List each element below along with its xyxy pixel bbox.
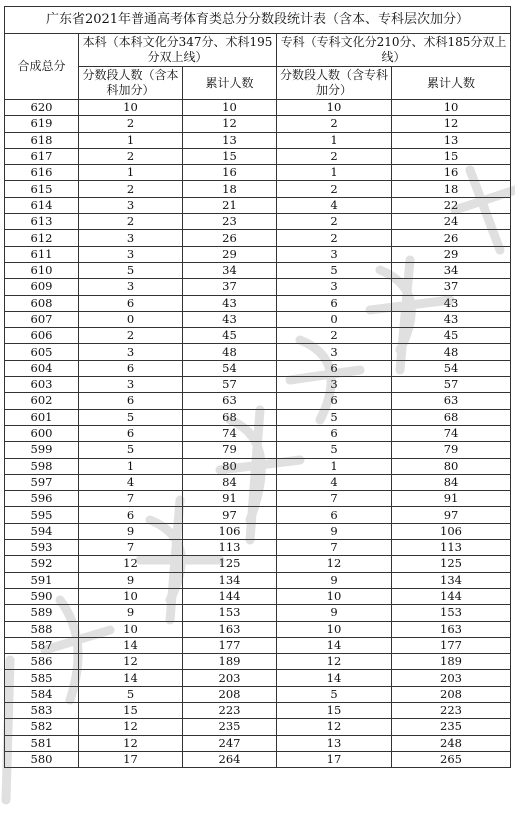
cell-zhuanke-cumulative: 29	[392, 246, 511, 262]
cell-benke-cumulative: 37	[183, 279, 277, 295]
cell-benke-cumulative: 247	[183, 735, 277, 751]
cell-benke-cumulative: 29	[183, 246, 277, 262]
cell-zhuanke-count: 6	[277, 393, 392, 409]
table-title: 广东省2021年普通高考体育类总分分数段统计表（含本、专科层次加分）	[5, 7, 511, 34]
cell-benke-count: 5	[79, 686, 183, 702]
cell-zhuanke-count: 13	[277, 735, 392, 751]
table-row	[5, 246, 511, 262]
cell-zhuanke-cumulative: 265	[392, 751, 511, 767]
cell-benke-cumulative: 34	[183, 262, 277, 278]
cell-benke-cumulative: 163	[183, 621, 277, 637]
cell-benke-count: 6	[79, 360, 183, 376]
cell-total-score: 612	[5, 230, 79, 246]
cell-benke-cumulative: 43	[183, 311, 277, 327]
cell-zhuanke-cumulative: 74	[392, 425, 511, 441]
cell-benke-cumulative: 106	[183, 523, 277, 539]
cell-benke-cumulative: 235	[183, 719, 277, 735]
cell-zhuanke-cumulative: 10	[392, 100, 511, 116]
table-row	[5, 311, 511, 327]
table-row	[5, 751, 511, 767]
cell-benke-cumulative: 23	[183, 214, 277, 230]
cell-zhuanke-cumulative: 79	[392, 442, 511, 458]
cell-benke-count: 14	[79, 670, 183, 686]
cell-zhuanke-count: 7	[277, 491, 392, 507]
cell-benke-cumulative: 48	[183, 344, 277, 360]
cell-benke-count: 17	[79, 751, 183, 767]
cell-zhuanke-count: 3	[277, 246, 392, 262]
table-row	[5, 165, 511, 181]
cell-benke-count: 3	[79, 279, 183, 295]
table-row	[5, 458, 511, 474]
cell-benke-cumulative: 26	[183, 230, 277, 246]
cell-benke-cumulative: 74	[183, 425, 277, 441]
cell-zhuanke-cumulative: 48	[392, 344, 511, 360]
table-row	[5, 132, 511, 148]
cell-benke-count: 1	[79, 165, 183, 181]
cell-total-score: 580	[5, 751, 79, 767]
cell-zhuanke-cumulative: 22	[392, 197, 511, 213]
table-row	[5, 442, 511, 458]
cell-benke-cumulative: 18	[183, 181, 277, 197]
cell-benke-count: 7	[79, 491, 183, 507]
cell-benke-count: 9	[79, 605, 183, 621]
table-row	[5, 605, 511, 621]
cell-zhuanke-cumulative: 203	[392, 670, 511, 686]
cell-zhuanke-cumulative: 54	[392, 360, 511, 376]
cell-zhuanke-cumulative: 97	[392, 507, 511, 523]
cell-total-score: 615	[5, 181, 79, 197]
cell-zhuanke-cumulative: 125	[392, 556, 511, 572]
cell-zhuanke-cumulative: 26	[392, 230, 511, 246]
cell-benke-count: 10	[79, 621, 183, 637]
cell-total-score: 598	[5, 458, 79, 474]
cell-zhuanke-count: 9	[277, 605, 392, 621]
cell-benke-count: 9	[79, 572, 183, 588]
table-row	[5, 654, 511, 670]
cell-zhuanke-count: 5	[277, 686, 392, 702]
cell-zhuanke-count: 3	[277, 377, 392, 393]
cell-benke-count: 12	[79, 556, 183, 572]
cell-benke-count: 5	[79, 442, 183, 458]
cell-total-score: 584	[5, 686, 79, 702]
cell-zhuanke-count: 3	[277, 279, 392, 295]
cell-zhuanke-cumulative: 189	[392, 654, 511, 670]
cell-zhuanke-count: 6	[277, 360, 392, 376]
table-row	[5, 181, 511, 197]
score-table	[4, 6, 511, 768]
cell-total-score: 602	[5, 393, 79, 409]
table-row	[5, 523, 511, 539]
cell-benke-count: 2	[79, 148, 183, 164]
cell-benke-cumulative: 57	[183, 377, 277, 393]
table-row	[5, 116, 511, 132]
cell-total-score: 583	[5, 702, 79, 718]
header-zhuanke-group: 专科（专科文化分210分、术科185分双上线）	[277, 34, 511, 67]
table-row	[5, 393, 511, 409]
cell-benke-cumulative: 10	[183, 100, 277, 116]
cell-benke-cumulative: 113	[183, 540, 277, 556]
cell-total-score: 618	[5, 132, 79, 148]
cell-total-score: 619	[5, 116, 79, 132]
cell-benke-count: 6	[79, 295, 183, 311]
header-benke-cumulative: 累计人数	[183, 67, 277, 100]
cell-total-score: 614	[5, 197, 79, 213]
cell-zhuanke-count: 1	[277, 132, 392, 148]
table-row	[5, 344, 511, 360]
cell-zhuanke-cumulative: 223	[392, 702, 511, 718]
cell-benke-cumulative: 177	[183, 637, 277, 653]
cell-total-score: 600	[5, 425, 79, 441]
cell-total-score: 581	[5, 735, 79, 751]
cell-zhuanke-count: 10	[277, 100, 392, 116]
header-total-score: 合成总分	[5, 34, 79, 100]
table-row	[5, 197, 511, 213]
cell-benke-cumulative: 80	[183, 458, 277, 474]
cell-total-score: 601	[5, 409, 79, 425]
cell-benke-cumulative: 68	[183, 409, 277, 425]
cell-total-score: 594	[5, 523, 79, 539]
cell-zhuanke-count: 2	[277, 116, 392, 132]
cell-benke-cumulative: 91	[183, 491, 277, 507]
cell-zhuanke-cumulative: 63	[392, 393, 511, 409]
cell-benke-count: 1	[79, 458, 183, 474]
table-row	[5, 670, 511, 686]
cell-total-score: 589	[5, 605, 79, 621]
cell-zhuanke-cumulative: 68	[392, 409, 511, 425]
cell-benke-cumulative: 12	[183, 116, 277, 132]
cell-benke-count: 0	[79, 311, 183, 327]
cell-benke-count: 10	[79, 588, 183, 604]
cell-total-score: 613	[5, 214, 79, 230]
cell-total-score: 590	[5, 588, 79, 604]
table-row	[5, 507, 511, 523]
score-table-container	[4, 6, 510, 768]
cell-benke-cumulative: 15	[183, 148, 277, 164]
cell-zhuanke-cumulative: 144	[392, 588, 511, 604]
table-row	[5, 556, 511, 572]
cell-zhuanke-count: 17	[277, 751, 392, 767]
table-row	[5, 262, 511, 278]
cell-zhuanke-cumulative: 15	[392, 148, 511, 164]
table-row	[5, 100, 511, 116]
cell-benke-cumulative: 203	[183, 670, 277, 686]
cell-benke-cumulative: 153	[183, 605, 277, 621]
header-benke-group: 本科（本科文化分347分、术科195分双上线）	[79, 34, 277, 67]
cell-benke-count: 2	[79, 181, 183, 197]
table-row	[5, 540, 511, 556]
cell-benke-count: 6	[79, 507, 183, 523]
cell-benke-cumulative: 134	[183, 572, 277, 588]
cell-zhuanke-cumulative: 248	[392, 735, 511, 751]
cell-benke-count: 9	[79, 523, 183, 539]
table-row	[5, 588, 511, 604]
cell-benke-cumulative: 208	[183, 686, 277, 702]
table-row	[5, 328, 511, 344]
cell-zhuanke-cumulative: 34	[392, 262, 511, 278]
cell-zhuanke-count: 0	[277, 311, 392, 327]
cell-total-score: 588	[5, 621, 79, 637]
cell-zhuanke-count: 12	[277, 719, 392, 735]
cell-total-score: 582	[5, 719, 79, 735]
cell-zhuanke-count: 2	[277, 328, 392, 344]
cell-benke-count: 2	[79, 214, 183, 230]
cell-zhuanke-count: 14	[277, 670, 392, 686]
cell-benke-cumulative: 21	[183, 197, 277, 213]
cell-zhuanke-cumulative: 84	[392, 474, 511, 490]
cell-zhuanke-count: 2	[277, 230, 392, 246]
cell-total-score: 592	[5, 556, 79, 572]
cell-total-score: 599	[5, 442, 79, 458]
cell-zhuanke-count: 12	[277, 654, 392, 670]
cell-benke-count: 15	[79, 702, 183, 718]
cell-total-score: 585	[5, 670, 79, 686]
cell-zhuanke-count: 3	[277, 344, 392, 360]
cell-zhuanke-cumulative: 37	[392, 279, 511, 295]
cell-benke-cumulative: 16	[183, 165, 277, 181]
cell-benke-count: 3	[79, 197, 183, 213]
cell-zhuanke-count: 4	[277, 474, 392, 490]
cell-total-score: 604	[5, 360, 79, 376]
cell-zhuanke-count: 6	[277, 425, 392, 441]
cell-zhuanke-count: 9	[277, 523, 392, 539]
cell-total-score: 606	[5, 328, 79, 344]
table-row	[5, 735, 511, 751]
header-benke-count: 分数段人数（含本科加分）	[79, 67, 183, 100]
cell-zhuanke-cumulative: 91	[392, 491, 511, 507]
cell-zhuanke-count: 2	[277, 148, 392, 164]
cell-benke-cumulative: 189	[183, 654, 277, 670]
cell-zhuanke-cumulative: 163	[392, 621, 511, 637]
cell-zhuanke-count: 9	[277, 572, 392, 588]
cell-benke-count: 12	[79, 719, 183, 735]
cell-zhuanke-cumulative: 113	[392, 540, 511, 556]
table-row	[5, 295, 511, 311]
cell-benke-count: 3	[79, 377, 183, 393]
cell-zhuanke-cumulative: 13	[392, 132, 511, 148]
cell-benke-cumulative: 43	[183, 295, 277, 311]
cell-benke-count: 3	[79, 230, 183, 246]
cell-benke-cumulative: 223	[183, 702, 277, 718]
table-row	[5, 425, 511, 441]
cell-benke-count: 4	[79, 474, 183, 490]
cell-benke-cumulative: 63	[183, 393, 277, 409]
cell-zhuanke-cumulative: 57	[392, 377, 511, 393]
cell-benke-cumulative: 84	[183, 474, 277, 490]
cell-zhuanke-cumulative: 177	[392, 637, 511, 653]
cell-total-score: 597	[5, 474, 79, 490]
cell-total-score: 591	[5, 572, 79, 588]
cell-zhuanke-count: 5	[277, 409, 392, 425]
table-row	[5, 491, 511, 507]
cell-total-score: 617	[5, 148, 79, 164]
cell-benke-cumulative: 79	[183, 442, 277, 458]
cell-benke-count: 2	[79, 328, 183, 344]
cell-total-score: 607	[5, 311, 79, 327]
table-row	[5, 360, 511, 376]
cell-zhuanke-cumulative: 153	[392, 605, 511, 621]
table-row	[5, 621, 511, 637]
cell-benke-count: 3	[79, 246, 183, 262]
cell-zhuanke-cumulative: 18	[392, 181, 511, 197]
table-row	[5, 686, 511, 702]
cell-total-score: 586	[5, 654, 79, 670]
cell-benke-count: 10	[79, 100, 183, 116]
cell-zhuanke-count: 5	[277, 442, 392, 458]
cell-benke-count: 1	[79, 132, 183, 148]
table-row	[5, 279, 511, 295]
cell-benke-count: 2	[79, 116, 183, 132]
cell-total-score: 608	[5, 295, 79, 311]
cell-zhuanke-cumulative: 16	[392, 165, 511, 181]
table-body	[5, 100, 511, 768]
cell-zhuanke-count: 14	[277, 637, 392, 653]
cell-total-score: 593	[5, 540, 79, 556]
cell-benke-count: 6	[79, 425, 183, 441]
cell-benke-count: 14	[79, 637, 183, 653]
cell-benke-count: 3	[79, 344, 183, 360]
table-row	[5, 214, 511, 230]
table-row	[5, 409, 511, 425]
cell-zhuanke-count: 2	[277, 214, 392, 230]
table-row	[5, 572, 511, 588]
cell-total-score: 595	[5, 507, 79, 523]
cell-zhuanke-count: 7	[277, 540, 392, 556]
cell-total-score: 603	[5, 377, 79, 393]
cell-total-score: 616	[5, 165, 79, 181]
table-row	[5, 377, 511, 393]
cell-zhuanke-count: 15	[277, 702, 392, 718]
cell-zhuanke-cumulative: 208	[392, 686, 511, 702]
table-row	[5, 702, 511, 718]
cell-zhuanke-cumulative: 45	[392, 328, 511, 344]
cell-total-score: 620	[5, 100, 79, 116]
cell-benke-count: 7	[79, 540, 183, 556]
cell-zhuanke-cumulative: 12	[392, 116, 511, 132]
cell-zhuanke-count: 5	[277, 262, 392, 278]
header-zhuanke-count: 分数段人数（含专科加分）	[277, 67, 392, 100]
cell-zhuanke-cumulative: 235	[392, 719, 511, 735]
table-row	[5, 637, 511, 653]
cell-zhuanke-count: 6	[277, 295, 392, 311]
cell-zhuanke-count: 4	[277, 197, 392, 213]
table-row	[5, 719, 511, 735]
table-row	[5, 230, 511, 246]
cell-zhuanke-count: 6	[277, 507, 392, 523]
cell-benke-count: 12	[79, 735, 183, 751]
cell-zhuanke-count: 2	[277, 181, 392, 197]
cell-zhuanke-count: 10	[277, 621, 392, 637]
cell-zhuanke-count: 1	[277, 458, 392, 474]
cell-benke-count: 12	[79, 654, 183, 670]
cell-total-score: 605	[5, 344, 79, 360]
cell-zhuanke-cumulative: 43	[392, 311, 511, 327]
cell-zhuanke-cumulative: 134	[392, 572, 511, 588]
cell-total-score: 596	[5, 491, 79, 507]
cell-zhuanke-cumulative: 80	[392, 458, 511, 474]
cell-benke-cumulative: 125	[183, 556, 277, 572]
cell-benke-count: 5	[79, 409, 183, 425]
cell-total-score: 610	[5, 262, 79, 278]
cell-benke-count: 6	[79, 393, 183, 409]
table-row	[5, 474, 511, 490]
cell-total-score: 587	[5, 637, 79, 653]
cell-benke-cumulative: 13	[183, 132, 277, 148]
cell-zhuanke-cumulative: 43	[392, 295, 511, 311]
header-zhuanke-cumulative: 累计人数	[392, 67, 511, 100]
cell-zhuanke-cumulative: 106	[392, 523, 511, 539]
table-row	[5, 148, 511, 164]
cell-benke-cumulative: 144	[183, 588, 277, 604]
cell-benke-cumulative: 45	[183, 328, 277, 344]
cell-benke-cumulative: 54	[183, 360, 277, 376]
cell-zhuanke-cumulative: 24	[392, 214, 511, 230]
cell-benke-cumulative: 97	[183, 507, 277, 523]
cell-zhuanke-count: 12	[277, 556, 392, 572]
cell-zhuanke-count: 1	[277, 165, 392, 181]
cell-zhuanke-count: 10	[277, 588, 392, 604]
cell-benke-cumulative: 264	[183, 751, 277, 767]
cell-total-score: 611	[5, 246, 79, 262]
cell-total-score: 609	[5, 279, 79, 295]
cell-benke-count: 5	[79, 262, 183, 278]
